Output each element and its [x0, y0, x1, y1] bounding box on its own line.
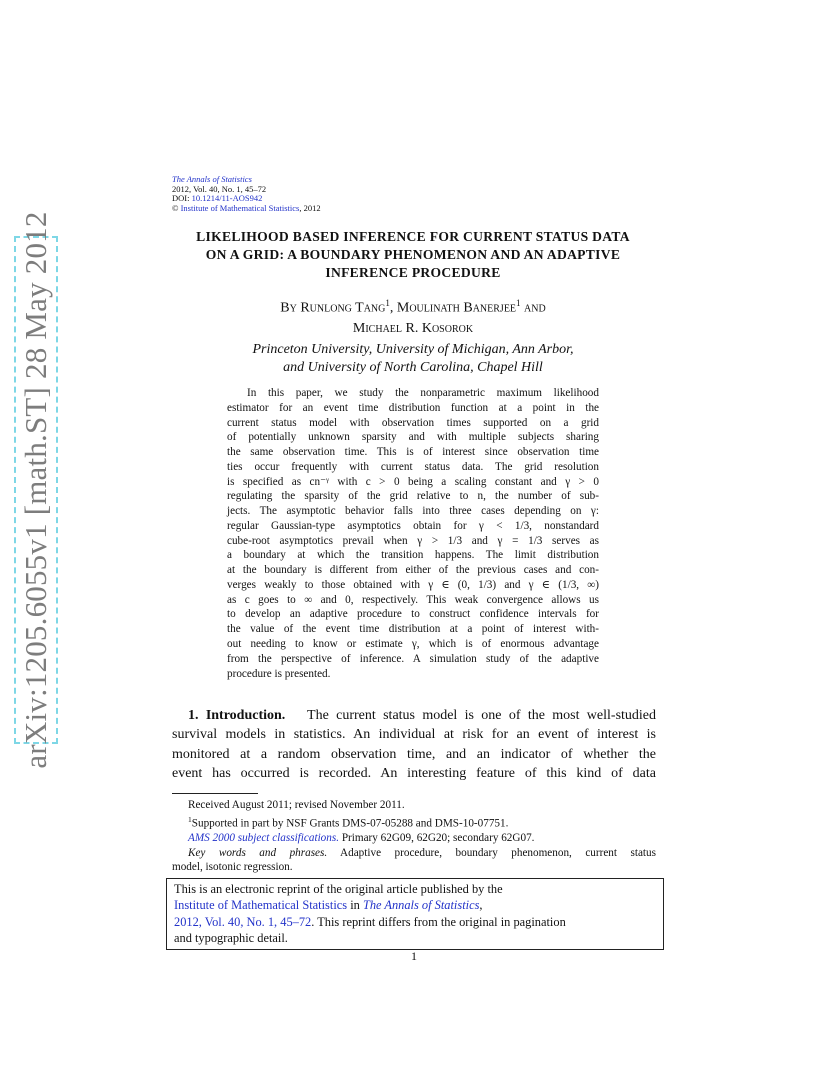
author-name: Runlong Tang — [300, 300, 386, 316]
abstract-line: to develop an adaptive procedure to construct confidence intervals for — [227, 608, 599, 621]
abstract-line: procedure is presented. — [227, 667, 331, 680]
footnote-rule — [172, 793, 258, 794]
footnote-mark: 1 — [188, 814, 192, 824]
journal-volume: 2012, Vol. 40, No. 1, 45–72 — [172, 183, 267, 194]
author-line-2 — [150, 319, 676, 339]
abstract-line: jects. The asymptotic behavior falls into three cases depending on γ: — [227, 505, 599, 518]
abstract-line: cube-root asymptotics prevail when γ > 1/3 and γ = 1/3 serves as — [227, 534, 599, 547]
arxiv-stamp: arXiv:1205.6055v1 [math.ST] 28 May 2012 — [18, 211, 53, 769]
abstract-line: out needing to know or estimate γ, which is of enormous advantage — [227, 638, 599, 651]
abstract-line: current status model with observation times supported on a grid — [227, 416, 599, 429]
received-note: Received August 2011; revised November 2011. — [188, 799, 405, 811]
footnote-mark: 1 — [385, 298, 390, 308]
abstract-line: In this paper, we study the nonparametric maximum likelihood — [247, 387, 599, 399]
ams-text: Primary 62G09, 62G20; secondary 62G07. — [339, 831, 535, 844]
abstract-line: regulating the sparsity of the grid relative to n, the number of sub- — [227, 490, 599, 503]
keywords-text: Adaptive procedure, boundary phenomenon, current status — [327, 846, 656, 859]
author-line-1: By Runlong Tang$^1$, Moulinath Banerjee$^1$ and — [280, 298, 546, 316]
copyright-icon: © — [172, 202, 179, 213]
title-line: INFERENCE PROCEDURE — [325, 265, 501, 280]
affiliation-line: Princeton University, University of Michigan, Ann Arbor, — [252, 342, 574, 357]
ims-link[interactable]: Institute of Mathematical Statistics — [180, 202, 300, 213]
reprint-line — [174, 914, 656, 930]
keywords-line-continued: model, isotonic regression. — [172, 861, 293, 874]
doi-link[interactable]: 10.1214/11-AOS942 — [191, 193, 263, 204]
author-name: Michael R. Kosorok — [352, 320, 474, 336]
abstract-line: estimator for an event time distribution function at a point in the — [227, 401, 599, 414]
intro-line: survival models in statistics. An individual at risk for an event of interest is — [172, 727, 656, 743]
journal-name-link[interactable]: The Annals of Statistics — [172, 174, 252, 184]
ams-link[interactable]: AMS 2000 subject classifications. — [188, 831, 340, 844]
keywords-label: Key words and phrases. — [188, 846, 328, 859]
abstract-line: the value of the event time distribution at a point of interest with- — [227, 623, 599, 636]
introduction-section — [172, 706, 656, 783]
abstract-line: regular Gaussian-type asymptotics obtain for γ < 1/3, nonstandard — [227, 519, 599, 532]
reprint-notice — [166, 878, 664, 950]
doi-prefix: DOI: — [172, 193, 192, 204]
page-number: 1 — [411, 949, 417, 963]
intro-line: monitored at a random observation time, and an indicator of whether the — [172, 746, 656, 762]
journal-header — [172, 175, 321, 213]
support-text: Supported in part by NSF Grants DMS-07-05288 and DMS-10-07751. — [191, 817, 509, 830]
abstract-line: verges weakly to those obtained with γ ∈ (0, 1/3) and γ ∈ (1/3, ∞) — [227, 578, 599, 591]
reprint-comma: , — [479, 898, 483, 913]
abstract-line: ties occur frequently with current status data. The grid resolution — [227, 460, 599, 473]
journal-copyright — [172, 204, 321, 214]
citation-link[interactable]: 2012, Vol. 40, No. 1, 45–72 — [174, 914, 312, 929]
and-label: and — [524, 300, 546, 316]
footnote-mark: 1 — [516, 298, 521, 308]
intro-line — [172, 706, 656, 725]
abstract-line: the same observation time. This is of interest since observation time — [227, 446, 599, 459]
author-list — [150, 293, 676, 339]
abstract-line: a boundary at which the transition happens. The limit distribution — [227, 549, 599, 562]
ims-link[interactable]: Institute of Mathematical Statistics — [174, 898, 348, 913]
by-label: By — [280, 300, 297, 316]
section-heading: 1. Introduction. — [188, 708, 286, 723]
abstract-line: of potentially unknown sparsity and with multiple subjects sharing — [227, 431, 599, 444]
title-line: LIKELIHOOD BASED INFERENCE FOR CURRENT STATUS DATA — [196, 229, 630, 244]
reprint-line — [174, 897, 656, 913]
ams-classification — [172, 831, 656, 846]
reprint-line: This is an electronic reprint of the original article published by the — [174, 882, 503, 896]
abstract-line: at the boundary is different from either of the previous cases and con- — [227, 564, 599, 577]
intro-line: event has occurred is recorded. An interesting feature of this kind of data — [172, 765, 656, 781]
abstract-line: as c goes to ∞ and 0, respectively. This weak convergence allows us — [227, 593, 599, 606]
footnotes — [172, 798, 656, 875]
abstract-line: from the perspective of inference. A simulation study of the adaptive — [227, 652, 599, 665]
abstract — [227, 386, 599, 681]
abstract-line: is specified as cn⁻ᵞ with c > 0 being a scaling constant and γ > 0 — [227, 475, 599, 488]
reprint-in: in — [347, 898, 363, 913]
intro-text: The current status model is one of the most well-studied — [307, 708, 657, 723]
reprint-text: . This reprint differs from the original in pagination — [311, 914, 566, 929]
paper-title — [150, 228, 676, 282]
keywords-line — [172, 846, 656, 861]
reprint-line: and typographic detail. — [174, 931, 288, 946]
journal-link[interactable]: The Annals of Statistics — [362, 898, 480, 913]
support-note — [172, 813, 656, 831]
copyright-year: , 2012 — [299, 202, 321, 213]
affiliation-line: and University of North Carolina, Chapel Hill — [283, 360, 543, 375]
affiliations — [150, 341, 676, 377]
title-line: ON A GRID: A BOUNDARY PHENOMENON AND AN ADAPTIVE — [205, 247, 621, 262]
author-name: Moulinath Banerjee — [396, 300, 517, 316]
